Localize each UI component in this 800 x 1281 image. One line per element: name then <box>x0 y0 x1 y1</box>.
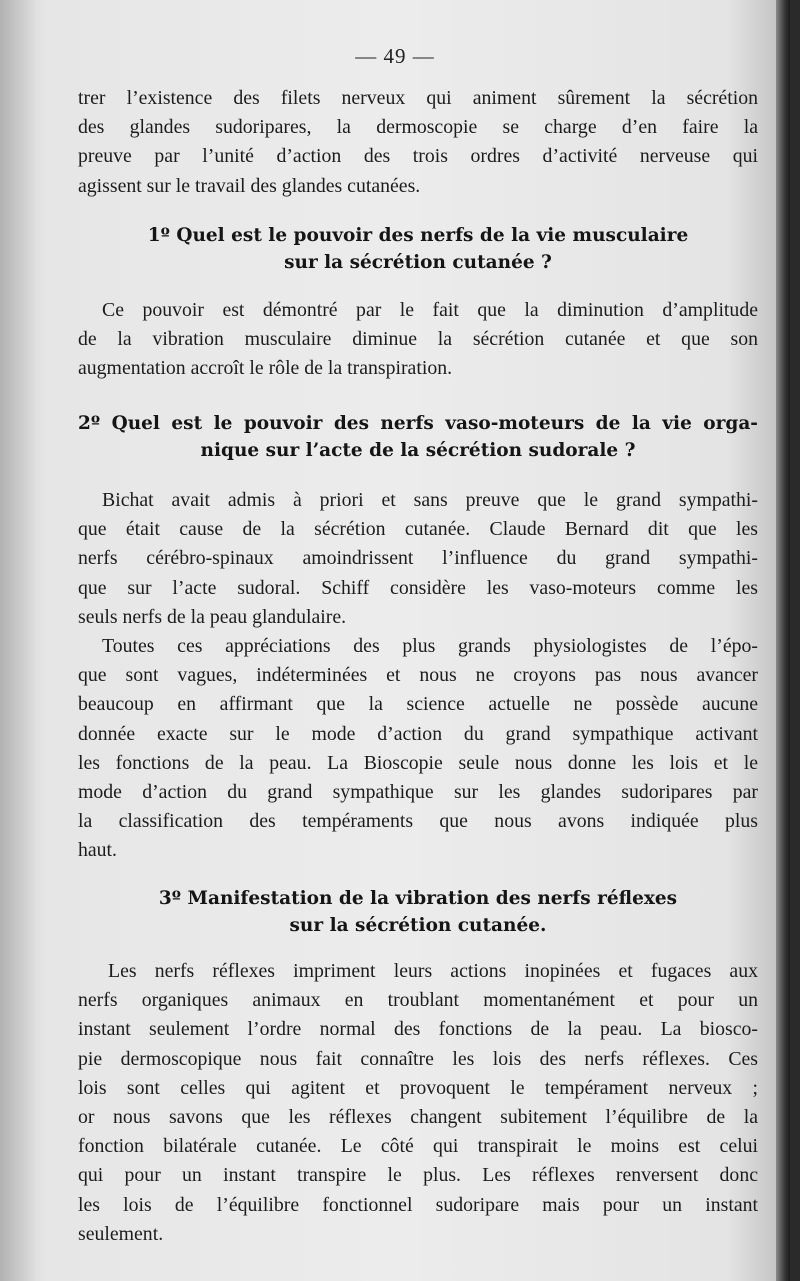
text-line: les lois de l’équilibre fonctionnel sudoripare mais pour un instant <box>78 1193 758 1216</box>
text-line: or nous savons que les réflexes changent subitement l’équilibre de la <box>78 1106 758 1129</box>
heading-line: nique sur l’acte de la sécrétion sudorale ? <box>200 440 636 461</box>
page-gutter-shadow <box>0 0 38 1281</box>
text-line: haut. <box>78 839 118 862</box>
text-line: Bichat avait admis à priori et sans preuve que le grand sympathi- <box>102 489 758 511</box>
text-line: trer l’existence des filets nerveux qui animent sûrement la sécrétion <box>78 87 758 109</box>
text-line: des glandes sudoripares, la dermoscopie se charge d’en faire la <box>78 116 758 139</box>
text-line: augmentation accroît le rôle de la transpiration. <box>78 357 453 380</box>
text-line: la classification des tempéraments que nous avons indiquée plus <box>78 810 758 833</box>
text-line: nerfs organiques animaux en troublant momentanément et pour un <box>78 989 758 1012</box>
text-line: de la vibration musculaire diminue la sécrétion cutanée et que son <box>78 328 758 351</box>
text-line: que était cause de la sécrétion cutanée. Claude Bernard dit que les <box>78 518 758 541</box>
section-3-paragraph <box>78 957 758 1249</box>
intro-paragraph <box>78 84 758 201</box>
heading-line: sur la sécrétion cutanée ? <box>284 252 552 273</box>
text-line: beaucoup en affirmant que la science actuelle ne possède aucune <box>78 693 758 716</box>
text-line: donnée exacte sur le mode d’action du grand sympathique activant <box>78 722 758 745</box>
section-1-heading <box>78 222 758 276</box>
text-line: instant seulement l’ordre normal des fonctions de la peau. La biosco- <box>78 1018 758 1041</box>
section-2-heading <box>78 410 758 464</box>
text-line: pie dermoscopique nous fait connaître les lois des nerfs réflexes. Ces <box>78 1047 758 1070</box>
text-line: mode d’action du grand sympathique sur les glandes sudoripares par <box>78 781 758 804</box>
section-2-paragraph-1 <box>78 486 758 632</box>
text-line: nerfs cérébro-spinaux amoindrissent l’influence du grand sympathi- <box>78 547 758 570</box>
text-line: Ce pouvoir est démontré par le fait que la diminution d’amplitude <box>102 299 758 321</box>
text-line: Toutes ces appréciations des plus grands physiologistes de l’épo- <box>102 635 758 657</box>
book-spine-edge <box>776 0 790 1281</box>
section-2-paragraph-2 <box>78 632 758 866</box>
text-line: les fonctions de la peau. La Bioscopie seule nous donne les lois et le <box>78 751 758 774</box>
text-line: Les nerfs réflexes impriment leurs actions inopinées et fugaces aux <box>108 960 758 982</box>
text-line: lois sont celles qui agitent et provoquent le tempérament nerveux ; <box>78 1076 758 1099</box>
heading-line: 1º Quel est le pouvoir des nerfs de la vie musculaire <box>147 225 689 246</box>
text-line: agissent sur le travail des glandes cutanées. <box>78 174 421 197</box>
text-line: que sont vagues, indéterminées et nous ne croyons pas nous avancer <box>78 664 758 687</box>
text-line: seuls nerfs de la peau glandulaire. <box>78 605 347 628</box>
page-number: — 49 — <box>355 44 435 68</box>
section-3-heading <box>78 885 758 939</box>
heading-line: sur la sécrétion cutanée. <box>289 915 547 936</box>
heading-line: 3º Manifestation de la vibration des nerfs réflexes <box>158 888 678 909</box>
heading-line: 2º Quel est le pouvoir des nerfs vaso-moteurs de la vie orga- <box>78 413 758 434</box>
section-1-paragraph <box>78 296 758 384</box>
text-line: qui pour un instant transpire le plus. Les réflexes renversent donc <box>78 1164 758 1187</box>
text-line: preuve par l’unité d’action des trois ordres d’activité nerveuse qui <box>78 145 758 168</box>
text-line: que sur l’acte sudoral. Schiff considère les vaso-moteurs comme les <box>78 576 758 599</box>
text-line: fonction bilatérale cutanée. Le côté qui transpirait le moins est celui <box>78 1135 758 1158</box>
text-line: seulement. <box>78 1222 164 1245</box>
